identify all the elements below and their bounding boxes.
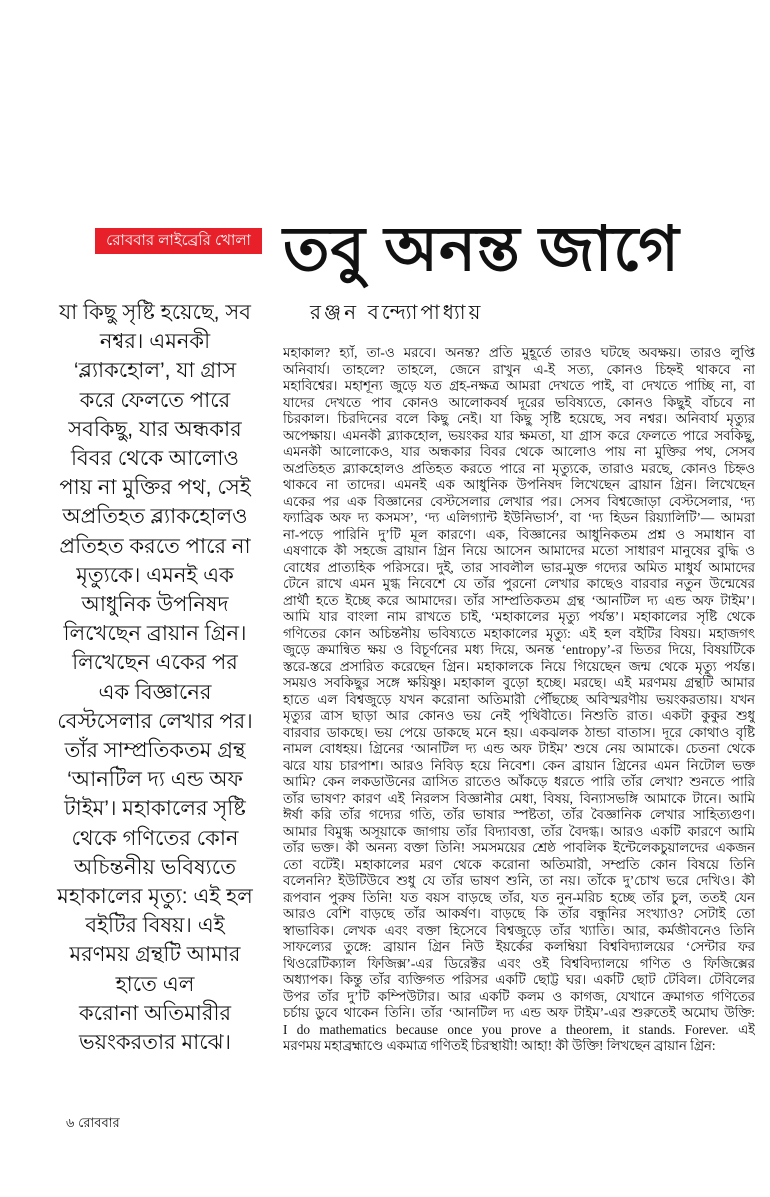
body-line: I do mathematics because once you prove a theorem, it stands. Forever. এই xyxy=(283,1021,755,1037)
pull-quote-line: ভয়ংকরতার মাঝে। xyxy=(78,1031,232,1055)
body-line: বোধের প্রাত্যহিক পরিসরে। দুই, তার সাবলীল ভার-মুক্ত গদ্যের অমিত মাধুর্য আমাদের xyxy=(283,559,755,575)
pull-quote-line: পায় না মুক্তির পথ, সেই xyxy=(59,476,251,500)
body-line: অপেক্ষায়। এমনকী ব্ল্যাকহোল, ভয়ংকর যার ক্ষমতা, যা গ্রাস করে ফেলতে পারে সবকিছু, xyxy=(283,427,755,443)
pull-quote-line: হাতে এল xyxy=(115,972,195,996)
pull-quote-line: অপ্রতিহত ব্ল্যাকহোলও xyxy=(62,505,248,529)
body-line: মরণময় মহাব্রহ্মাণ্ডে একমাত্র গণিতই চিরস্থায়ী! আহা! কী উক্তি! লিখছেন ব্রায়ান গ্রিন: xyxy=(283,1038,716,1053)
body-line: উপর তাঁর দু’টি কম্পিউটার। আর একটি কলম ও কাগজ, যেখানে ক্রমাগত গণিতের xyxy=(283,988,755,1004)
body-line: না-পড়ে পারিনি দু’টি মূল কারণে। এক, বিজ্ঞানের আধুনিকতম প্রশ্ন ও সমাধান বা xyxy=(283,526,755,542)
pull-quote-line: আধুনিক উপনিষদ xyxy=(81,593,229,617)
author-byline: রঞ্জন বন্দ্যোপাধ্যায় xyxy=(310,302,484,324)
body-line: মৃত্যুর ত্রাস ছাড়া আর কোনও ভয় নেই পৃথিবীতে। নিশুতি রাত। একটা কুকুর শুধু xyxy=(283,708,755,723)
pull-quote-line: করে ফেলতে পারে xyxy=(79,388,231,412)
body-line: এষণাকে কী সহজে ব্রায়ান গ্রিন নিয়ে আসেন আমাদের মতো সাধারণ মানুষের বুদ্ধি ও xyxy=(283,543,755,558)
body-line: অধ্যাপক। কিন্তু তাঁর ব্যক্তিগত পরিসর একটি ছোট্ট ঘর। একটি ছোট টেবিল। টেবিলের xyxy=(283,972,755,987)
pull-quote-line: ‘আনটিল দ্য এন্ড অফ xyxy=(67,768,243,792)
body-line: বলেননি? ইউটিউবে শুধু যে তাঁর ভাষণ শুনি, তা নয়। তাঁকে দু’চোখ ভরে দেখিও। কী xyxy=(283,873,755,888)
body-line: ফ্যাব্রিক অফ দ্য কসমস’, ‘দ্য এলিগ্যান্ট ইউনিভার্স’, বা ‘দ্য হিডন রিয়্যালিটি’— আমরা xyxy=(283,510,755,525)
body-line: চর্চায় ডুবে থাকেন তিনি। তাঁর ‘আনটিল দ্য এন্ড অফ টাইম’-এর শুরুতেই অমোঘ উক্তি: xyxy=(283,1005,755,1020)
body-line: অপ্রতিহত ব্ল্যাকহোলও প্রতিহত করতে পারে না মৃত্যুকে, তারাও মরছে, কোনও চিহ্নও xyxy=(283,460,755,476)
body-line: গণিতের কোন অচিন্তনীয় ভবিষ্যতে মহাকালের মৃত্যু: এই হল বইটির বিষয়। মহাজগৎ xyxy=(283,625,755,641)
body-line: জুড়ে ক্রমান্বিত ক্ষয় ও বিচূর্ণনের মধ্য দিয়ে, অনন্ত ‘entropy’-র ভিতর দিয়ে, বিষয়টিকে xyxy=(283,642,755,657)
body-line: হাতে এল বিশ্বজুড়ে যখন করোনা অতিমারী পৌঁছচ্ছে অবিস্মরণীয় ভয়ংকরতায়। যখন xyxy=(283,691,755,707)
body-line: মহাবিশ্বের। মহাশূন্য জুড়ে যত গ্রহ-নক্ষত্র আমরা দেখতে পাই, বা দেখতে পাচ্ছি না, বা xyxy=(283,378,755,393)
body-line: সাফল্যের তুঙ্গে: ব্রায়ান গ্রিন নিউ ইয়র্কের কলম্বিয়া বিশ্ববিদ্যালয়ের ‘সেন্টার ফর xyxy=(283,939,755,954)
body-line: রূপবান পুরুষ তিনি! যত বয়স বাড়ছে তাঁর, যত নুন-মরিচ হচ্ছে তাঁর চুল, ততই যেন xyxy=(283,889,755,905)
pull-quote-line: মহাকালের মৃত্যু: এই হল xyxy=(57,885,253,909)
pull-quote-line: বইটির বিষয়। এই xyxy=(85,914,225,938)
pull-quote-line: লিখেছেন একের পর xyxy=(72,651,238,675)
pull-quote-line: বিবর থেকে আলোও xyxy=(71,447,239,471)
body-line: মহাকাল? হ্যাঁ, তা-ও মরবে। অনন্ত? প্রতি মুহূর্তে তারও ঘটছে অবক্ষয়। তারও লুপ্তি xyxy=(283,345,755,360)
body-line: স্বাভাবিক। লেখক এবং বক্তা হিসেবে বিশ্বজুড়ে তাঁর খ্যাতি। আর, কর্মজীবনেও তিনি xyxy=(283,922,755,938)
body-line: সময়ও সবকিছুর সঙ্গে ক্ষয়িষ্ণু। মহাকাল বুড়ো হচ্ছে। মরছে। এই মরণময় গ্রন্থটি আমার xyxy=(283,675,755,690)
article-body xyxy=(283,345,755,1055)
body-line: আমি? কেন লকডাউনের ত্রাসিত রাতেও আঁকড়ে ধরতে পারি তাঁর লেখা? শুনতে পারি xyxy=(283,774,755,789)
pull-quote xyxy=(30,298,280,1057)
pull-quote-line: করোনা অতিমারীর xyxy=(78,1001,232,1025)
pull-quote-line: এক বিজ্ঞানের xyxy=(98,680,212,704)
pull-quote-line: প্রতিহত করতে পারে না xyxy=(59,534,251,558)
body-line: স্তরে-স্তরে প্রসারিত করেছেন গ্রিন। মহাকালকে নিয়ে গিয়েছেন জন্ম থেকে মৃত্যু পর্যন্ত। xyxy=(283,658,755,674)
body-line: থাকবে না তাদের। এমনই এক আধুনিক উপনিষদ লিখেছেন ব্রায়ান গ্রিন। লিখেছেন xyxy=(283,477,755,492)
page-folio: ৬ রোববার xyxy=(66,1115,120,1130)
body-line: তো বটেই। মহাকালের মরণ থেকে করোনা অতিমারী, সম্প্রতি কোন বিষয়ে তিনি xyxy=(283,856,755,872)
body-line: আমি যার বাংলা নাম রাখতে চাই, ‘মহাকালের মৃত্যু পর্যন্ত’। মহাকালের সৃষ্টি থেকে xyxy=(283,609,755,624)
body-line: যাদের দেখতে পাব কোনও আলোকবর্ষ দূরের ভবিষ্যতে, কোনও কিছুই বাঁচবে না xyxy=(283,394,755,410)
article-title: তবু অনন্ত জাগে xyxy=(283,215,680,284)
body-line: ঝরে যায় চারপাশ। আরও নিবিড় হয়ে নিবেশ। কেন ব্রায়ান গ্রিনের এমন নিটোল ভক্ত xyxy=(283,757,755,773)
pull-quote-line: সবকিছু, যার অন্ধকার xyxy=(68,417,242,441)
pull-quote-line: অচিন্তনীয় ভবিষ্যতে xyxy=(74,855,236,879)
body-line: অনিবার্য। তাহলে? তাহলে, জেনে রাখুন এ-ই সত্য, কোনও চিহ্নই থাকবে না xyxy=(283,361,755,377)
pull-quote-line: থেকে গণিতের কোন xyxy=(71,826,239,850)
pull-quote-line: মরণময় গ্রন্থটি আমার xyxy=(69,943,241,967)
body-line: তাঁর ভাষণ? কারণ এই নিরলস বিজ্ঞানীর মেধা, বিষয়, বিন্যাসভঙ্গি আমাকে টানে। আমি xyxy=(283,790,755,806)
body-line: একের পর এক বিজ্ঞানের বেস্টসেলার লেখার পর। সেসব বিশ্বজোড়া বেস্টসেলার, ‘দ্য xyxy=(283,493,755,509)
pull-quote-line: লিখেছেন ব্রায়ান গ্রিন। xyxy=(63,622,247,646)
body-line: আমার বিমুগ্ধ অসূয়াকে জাগায় তাঁর বিদ্যাবত্তা, তাঁর বৈদগ্ধ। আরও একটি কারণে আমি xyxy=(283,823,755,839)
body-line: আরও বেশি বাড়ছে তাঁর আকর্ষণ। বাড়ছে কি তাঁর বন্ধুনির সংখ্যাও? সেটাই তো xyxy=(283,906,755,921)
section-label: রোববার লাইব্রেরি খোলা xyxy=(95,228,262,254)
body-line: নামল বোধহয়। গ্রিনের ‘আনটিল দ্য এন্ড অফ টাইম’ শুষে নেয় আমাকে। চেতনা থেকে xyxy=(283,741,755,756)
pull-quote-line: মৃত্যুকে। এমনই এক xyxy=(76,563,234,587)
pull-quote-line: নশ্বর। এমনকী xyxy=(99,330,211,354)
body-line: এমনকী আলোকেও, যার অন্ধকার বিবর থেকে আলোও পায় না মুক্তির পথ, সেসব xyxy=(283,444,755,459)
pull-quote-line: যা কিছু সৃষ্টি হয়েছে, সব xyxy=(59,301,251,324)
pull-quote-line: বেস্টসেলার লেখার পর। xyxy=(57,709,253,733)
body-line: থিওরেটিক্যাল ফিজিক্স’-এর ডিরেক্টর এবং ওই বিশ্ববিদ্যালয়ে গণিত ও ফিজিক্সের xyxy=(283,955,755,971)
body-line: চিরকাল। চিরদিনের বলে কিছু নেই। যা কিছু সৃষ্টি হয়েছে, সব নশ্বর। অনিবার্য মৃত্যুর xyxy=(283,411,755,426)
body-line: ঈর্ষা করি তাঁর গদ্যের গতি, তাঁর ভাষার স্পষ্টতা, তাঁর বৈজ্ঞানিক লেখার সাহিত্যগুণ। xyxy=(283,807,755,822)
body-line: প্রার্থী হতে ইচ্ছে করে আমাদের। তাঁর সাম্প্রতিকতম গ্রন্থ ‘আনটিল দ্য এন্ড অফ টাইম’। xyxy=(283,592,755,608)
body-line: তাঁর ভক্ত। কী অনন্য বক্তা তিনি! সমসময়ের শ্রেষ্ঠ পাবলিক ইন্টেলেকচুয়ালদের একজন xyxy=(283,840,755,855)
body-line: বারবার ডাকছে। ভয় পেয়ে ডাকছে মনে হয়। একঝলক ঠান্ডা বাতাস। দূরে কোথাও বৃষ্টি xyxy=(283,724,755,740)
pull-quote-line: তাঁর সাম্প্রতিকতম গ্রন্থ xyxy=(64,739,246,763)
pull-quote-line: ‘ব্ল্যাকহোল’, যা গ্রাস xyxy=(73,359,237,383)
pull-quote-line: টাইম’। মহাকালের সৃষ্টি xyxy=(64,797,246,821)
body-line: টেনে রাখে এমন মুগ্ধ নিবেশে যে তাঁর পুরনো লেখার কাছেও বারবার নতুন উন্মেষের xyxy=(283,576,755,591)
